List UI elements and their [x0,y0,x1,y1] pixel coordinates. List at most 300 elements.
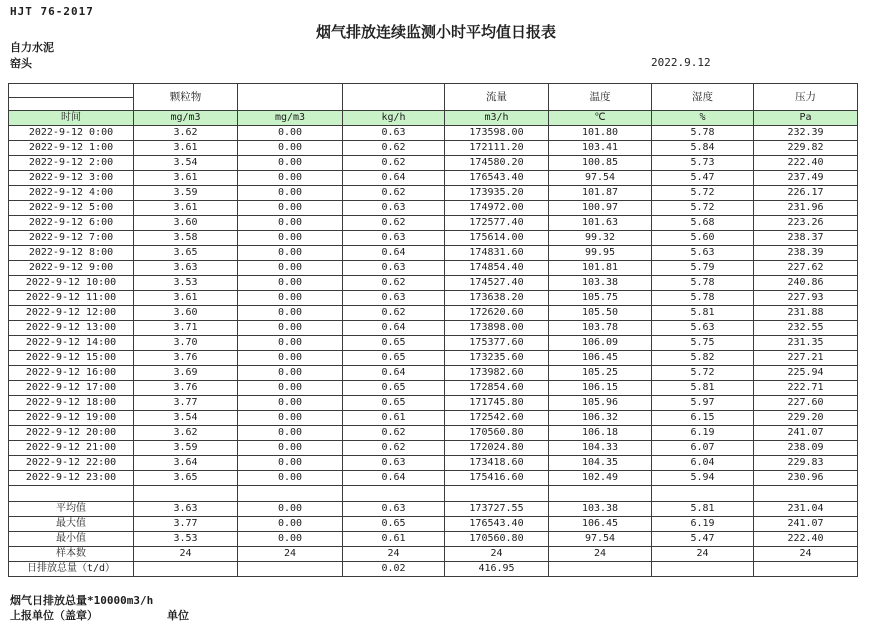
summary-value: 0.00 [238,517,343,532]
summary-value [134,562,238,577]
value-cell: 0.00 [238,126,343,141]
time-cell: 2022-9-12 9:00 [9,261,134,276]
value-cell: 3.77 [134,396,238,411]
unit-pa: Pa [754,111,858,126]
value-cell: 5.63 [652,246,754,261]
summary-label: 最大值 [9,517,134,532]
value-cell: 172854.60 [445,381,549,396]
summary-value: 5.47 [652,532,754,547]
value-cell: 227.21 [754,351,858,366]
value-cell: 3.65 [134,246,238,261]
value-cell: 175377.60 [445,336,549,351]
value-cell: 0.00 [238,456,343,471]
summary-value: 24 [754,547,858,562]
hour-row [9,276,858,291]
summary-value: 170560.80 [445,532,549,547]
hour-row [9,411,858,426]
page-title: 烟气排放连续监测小时平均值日报表 [315,23,556,41]
unit-mgm3-2: mg/m3 [238,111,343,126]
time-cell: 2022-9-12 4:00 [9,186,134,201]
hour-row [9,321,858,336]
value-cell: 0.62 [343,216,445,231]
summary-value: 173727.55 [445,502,549,517]
time-cell: 2022-9-12 17:00 [9,381,134,396]
column-header-blank-2 [343,84,445,111]
value-cell: 105.25 [549,366,652,381]
hour-row [9,126,858,141]
time-cell: 2022-9-12 21:00 [9,441,134,456]
table-header [9,84,858,126]
value-cell: 227.93 [754,291,858,306]
time-cell: 2022-9-12 11:00 [9,291,134,306]
value-cell: 238.39 [754,246,858,261]
summary-row [9,517,858,532]
hour-row [9,171,858,186]
summary-value [549,562,652,577]
value-cell: 0.00 [238,336,343,351]
value-cell: 227.60 [754,396,858,411]
value-cell: 0.65 [343,381,445,396]
summary-value: 241.07 [754,517,858,532]
hour-row [9,156,858,171]
summary-value: 24 [445,547,549,562]
summary-value: 0.02 [343,562,445,577]
summary-value: 0.00 [238,532,343,547]
value-cell: 3.65 [134,471,238,486]
column-header-humidity: 湿度 [652,84,754,111]
value-cell: 0.00 [238,156,343,171]
empty-cell [549,486,652,502]
value-cell: 0.62 [343,141,445,156]
report-date: 2022.9.12 [651,56,711,69]
header-split-line [9,97,133,98]
value-cell: 104.33 [549,441,652,456]
time-cell: 2022-9-12 18:00 [9,396,134,411]
summary-value: 24 [238,547,343,562]
summary-label: 最小值 [9,532,134,547]
summary-value: 24 [134,547,238,562]
summary-value: 416.95 [445,562,549,577]
value-cell: 172111.20 [445,141,549,156]
value-cell: 3.62 [134,426,238,441]
value-cell: 5.72 [652,186,754,201]
summary-label: 平均值 [9,502,134,517]
value-cell: 172577.40 [445,216,549,231]
value-cell: 0.00 [238,426,343,441]
summary-value: 0.00 [238,502,343,517]
value-cell: 5.47 [652,171,754,186]
value-cell: 0.00 [238,141,343,156]
hour-row [9,381,858,396]
value-cell: 229.83 [754,456,858,471]
summary-row [9,532,858,547]
time-cell: 2022-9-12 8:00 [9,246,134,261]
value-cell: 0.64 [343,471,445,486]
value-cell: 6.15 [652,411,754,426]
value-cell: 3.60 [134,216,238,231]
value-cell: 232.39 [754,126,858,141]
summary-value: 106.45 [549,517,652,532]
value-cell: 231.96 [754,201,858,216]
time-cell: 2022-9-12 3:00 [9,171,134,186]
monitoring-report-table [8,83,858,577]
value-cell: 5.94 [652,471,754,486]
value-cell: 173235.60 [445,351,549,366]
empty-cell [445,486,549,502]
hour-row [9,471,858,486]
doc-code: HJT 76-2017 [10,5,94,18]
value-cell: 227.62 [754,261,858,276]
value-cell: 175416.60 [445,471,549,486]
value-cell: 3.53 [134,276,238,291]
value-cell: 0.63 [343,201,445,216]
value-cell: 6.04 [652,456,754,471]
unit-label: 单位 [167,609,189,622]
summary-value: 231.04 [754,502,858,517]
unit-kgh: kg/h [343,111,445,126]
summary-value: 6.19 [652,517,754,532]
hour-row [9,306,858,321]
value-cell: 106.32 [549,411,652,426]
summary-value: 24 [343,547,445,562]
value-cell: 171745.80 [445,396,549,411]
hour-row [9,231,858,246]
value-cell: 0.62 [343,156,445,171]
summary-value: 24 [549,547,652,562]
value-cell: 0.65 [343,396,445,411]
footer-note: 烟气日排放总量*10000m3/h [10,594,154,607]
value-cell: 170560.80 [445,426,549,441]
value-cell: 0.00 [238,441,343,456]
value-cell: 3.69 [134,366,238,381]
value-cell: 0.63 [343,126,445,141]
value-cell: 3.61 [134,201,238,216]
value-cell: 99.32 [549,231,652,246]
hour-row [9,201,858,216]
summary-value: 222.40 [754,532,858,547]
value-cell: 241.07 [754,426,858,441]
time-cell: 2022-9-12 13:00 [9,321,134,336]
value-cell: 3.61 [134,171,238,186]
summary-value: 5.81 [652,502,754,517]
value-cell: 0.63 [343,456,445,471]
time-cell: 2022-9-12 16:00 [9,366,134,381]
summary-row [9,562,858,577]
hour-row [9,261,858,276]
value-cell: 106.18 [549,426,652,441]
summary-value: 0.61 [343,532,445,547]
value-cell: 5.73 [652,156,754,171]
summary-value: 0.65 [343,517,445,532]
value-cell: 0.00 [238,321,343,336]
value-cell: 0.62 [343,276,445,291]
value-cell: 3.54 [134,156,238,171]
value-cell: 105.75 [549,291,652,306]
summary-label: 样本数 [9,547,134,562]
value-cell: 5.97 [652,396,754,411]
value-cell: 100.85 [549,156,652,171]
value-cell: 6.19 [652,426,754,441]
value-cell: 106.45 [549,351,652,366]
unit-header-row [9,111,858,126]
value-cell: 5.75 [652,336,754,351]
time-cell: 2022-9-12 0:00 [9,126,134,141]
value-cell: 99.95 [549,246,652,261]
value-cell: 0.64 [343,246,445,261]
value-cell: 0.62 [343,306,445,321]
value-cell: 0.65 [343,351,445,366]
hour-row [9,456,858,471]
summary-value: 103.38 [549,502,652,517]
time-label: 时间 [9,111,134,126]
value-cell: 173418.60 [445,456,549,471]
value-cell: 226.17 [754,186,858,201]
value-cell: 222.40 [754,156,858,171]
time-cell: 2022-9-12 19:00 [9,411,134,426]
value-cell: 0.00 [238,381,343,396]
value-cell: 173982.60 [445,366,549,381]
company-name: 自力水泥 [10,41,54,54]
hour-row [9,366,858,381]
value-cell: 0.00 [238,261,343,276]
hour-row [9,426,858,441]
column-header-pressure: 压力 [754,84,858,111]
value-cell: 106.15 [549,381,652,396]
summary-rows [9,502,858,577]
value-cell: 231.88 [754,306,858,321]
value-cell: 0.00 [238,201,343,216]
time-cell: 2022-9-12 1:00 [9,141,134,156]
value-cell: 105.50 [549,306,652,321]
hour-row [9,141,858,156]
value-cell: 237.49 [754,171,858,186]
value-cell: 0.00 [238,216,343,231]
unit-percent: % [652,111,754,126]
value-cell: 103.38 [549,276,652,291]
value-cell: 231.35 [754,336,858,351]
value-cell: 172542.60 [445,411,549,426]
value-cell: 5.78 [652,276,754,291]
value-cell: 174580.20 [445,156,549,171]
hour-row [9,336,858,351]
value-cell: 3.61 [134,141,238,156]
hour-rows [9,126,858,486]
time-cell: 2022-9-12 14:00 [9,336,134,351]
value-cell: 0.62 [343,186,445,201]
value-cell: 238.09 [754,441,858,456]
value-cell: 3.71 [134,321,238,336]
value-cell: 0.00 [238,276,343,291]
value-cell: 173898.00 [445,321,549,336]
value-cell: 238.37 [754,231,858,246]
location-name: 窑头 [10,57,32,70]
value-cell: 105.96 [549,396,652,411]
hour-row [9,291,858,306]
value-cell: 174831.60 [445,246,549,261]
summary-value [652,562,754,577]
value-cell: 101.81 [549,261,652,276]
value-cell: 101.63 [549,216,652,231]
value-cell: 5.81 [652,381,754,396]
value-cell: 173935.20 [445,186,549,201]
time-cell: 2022-9-12 5:00 [9,201,134,216]
value-cell: 172620.60 [445,306,549,321]
value-cell: 0.00 [238,246,343,261]
summary-value: 3.53 [134,532,238,547]
value-cell: 0.63 [343,231,445,246]
value-cell: 223.26 [754,216,858,231]
time-cell: 2022-9-12 23:00 [9,471,134,486]
empty-cell [238,486,343,502]
value-cell: 3.63 [134,261,238,276]
value-cell: 0.64 [343,171,445,186]
value-cell: 5.82 [652,351,754,366]
hour-row [9,246,858,261]
hour-row [9,351,858,366]
empty-cell [9,486,134,502]
value-cell: 222.71 [754,381,858,396]
value-cell: 3.70 [134,336,238,351]
value-cell: 172024.80 [445,441,549,456]
value-cell: 0.65 [343,336,445,351]
value-cell: 3.76 [134,351,238,366]
summary-value: 97.54 [549,532,652,547]
empty-cell [652,486,754,502]
value-cell: 229.20 [754,411,858,426]
hour-row [9,441,858,456]
value-cell: 3.61 [134,291,238,306]
time-cell: 2022-9-12 6:00 [9,216,134,231]
value-cell: 5.78 [652,291,754,306]
time-cell: 2022-9-12 20:00 [9,426,134,441]
value-cell: 5.60 [652,231,754,246]
empty-row [9,486,858,502]
value-cell: 229.82 [754,141,858,156]
value-cell: 240.86 [754,276,858,291]
value-cell: 0.64 [343,321,445,336]
summary-label: 日排放总量（t/d） [9,562,134,577]
summary-value: 24 [652,547,754,562]
value-cell: 97.54 [549,171,652,186]
value-cell: 0.00 [238,471,343,486]
value-cell: 5.72 [652,366,754,381]
value-cell: 0.00 [238,396,343,411]
value-cell: 5.81 [652,306,754,321]
value-cell: 173638.20 [445,291,549,306]
value-cell: 3.62 [134,126,238,141]
value-cell: 176543.40 [445,171,549,186]
value-cell: 0.00 [238,171,343,186]
hour-row [9,186,858,201]
column-header-blank-1 [238,84,343,111]
summary-value: 176543.40 [445,517,549,532]
hour-row [9,396,858,411]
time-header-cell [9,84,134,111]
value-cell: 5.63 [652,321,754,336]
value-cell: 173598.00 [445,126,549,141]
value-cell: 101.87 [549,186,652,201]
value-cell: 0.63 [343,291,445,306]
summary-value [238,562,343,577]
value-cell: 103.78 [549,321,652,336]
value-cell: 0.00 [238,306,343,321]
value-cell: 0.00 [238,351,343,366]
value-cell: 102.49 [549,471,652,486]
empty-cell [134,486,238,502]
empty-cell [343,486,445,502]
hour-row [9,216,858,231]
summary-row [9,502,858,517]
value-cell: 174972.00 [445,201,549,216]
time-cell: 2022-9-12 10:00 [9,276,134,291]
summary-value: 0.63 [343,502,445,517]
value-cell: 3.59 [134,441,238,456]
value-cell: 174527.40 [445,276,549,291]
value-cell: 0.62 [343,441,445,456]
value-cell: 104.35 [549,456,652,471]
unit-celsius: ℃ [549,111,652,126]
value-cell: 230.96 [754,471,858,486]
value-cell: 6.07 [652,441,754,456]
value-cell: 0.62 [343,426,445,441]
value-cell: 3.76 [134,381,238,396]
value-cell: 3.58 [134,231,238,246]
report-unit-label: 上报单位（盖章） [10,609,98,622]
value-cell: 5.68 [652,216,754,231]
value-cell: 100.97 [549,201,652,216]
value-cell: 0.64 [343,366,445,381]
value-cell: 5.72 [652,201,754,216]
column-header-flow: 流量 [445,84,549,111]
value-cell: 5.84 [652,141,754,156]
column-header-temperature: 温度 [549,84,652,111]
value-cell: 106.09 [549,336,652,351]
summary-value: 3.63 [134,502,238,517]
value-cell: 0.61 [343,411,445,426]
unit-m3h: m3/h [445,111,549,126]
value-cell: 5.79 [652,261,754,276]
column-header-particulate: 颗粒物 [134,84,238,111]
value-cell: 175614.00 [445,231,549,246]
value-cell: 3.64 [134,456,238,471]
value-cell: 3.59 [134,186,238,201]
value-cell: 225.94 [754,366,858,381]
time-cell: 2022-9-12 22:00 [9,456,134,471]
summary-value [754,562,858,577]
summary-value: 3.77 [134,517,238,532]
value-cell: 0.00 [238,186,343,201]
value-cell: 5.78 [652,126,754,141]
time-cell: 2022-9-12 7:00 [9,231,134,246]
value-cell: 101.80 [549,126,652,141]
value-cell: 3.54 [134,411,238,426]
value-cell: 232.55 [754,321,858,336]
time-cell: 2022-9-12 15:00 [9,351,134,366]
time-cell: 2022-9-12 2:00 [9,156,134,171]
value-cell: 0.00 [238,291,343,306]
value-cell: 0.63 [343,261,445,276]
value-cell: 3.60 [134,306,238,321]
empty-cell [754,486,858,502]
value-cell: 174854.40 [445,261,549,276]
spacer-section [9,486,858,502]
group-header-row [9,84,858,111]
value-cell: 103.41 [549,141,652,156]
value-cell: 0.00 [238,366,343,381]
time-cell: 2022-9-12 12:00 [9,306,134,321]
summary-row [9,547,858,562]
value-cell: 0.00 [238,411,343,426]
